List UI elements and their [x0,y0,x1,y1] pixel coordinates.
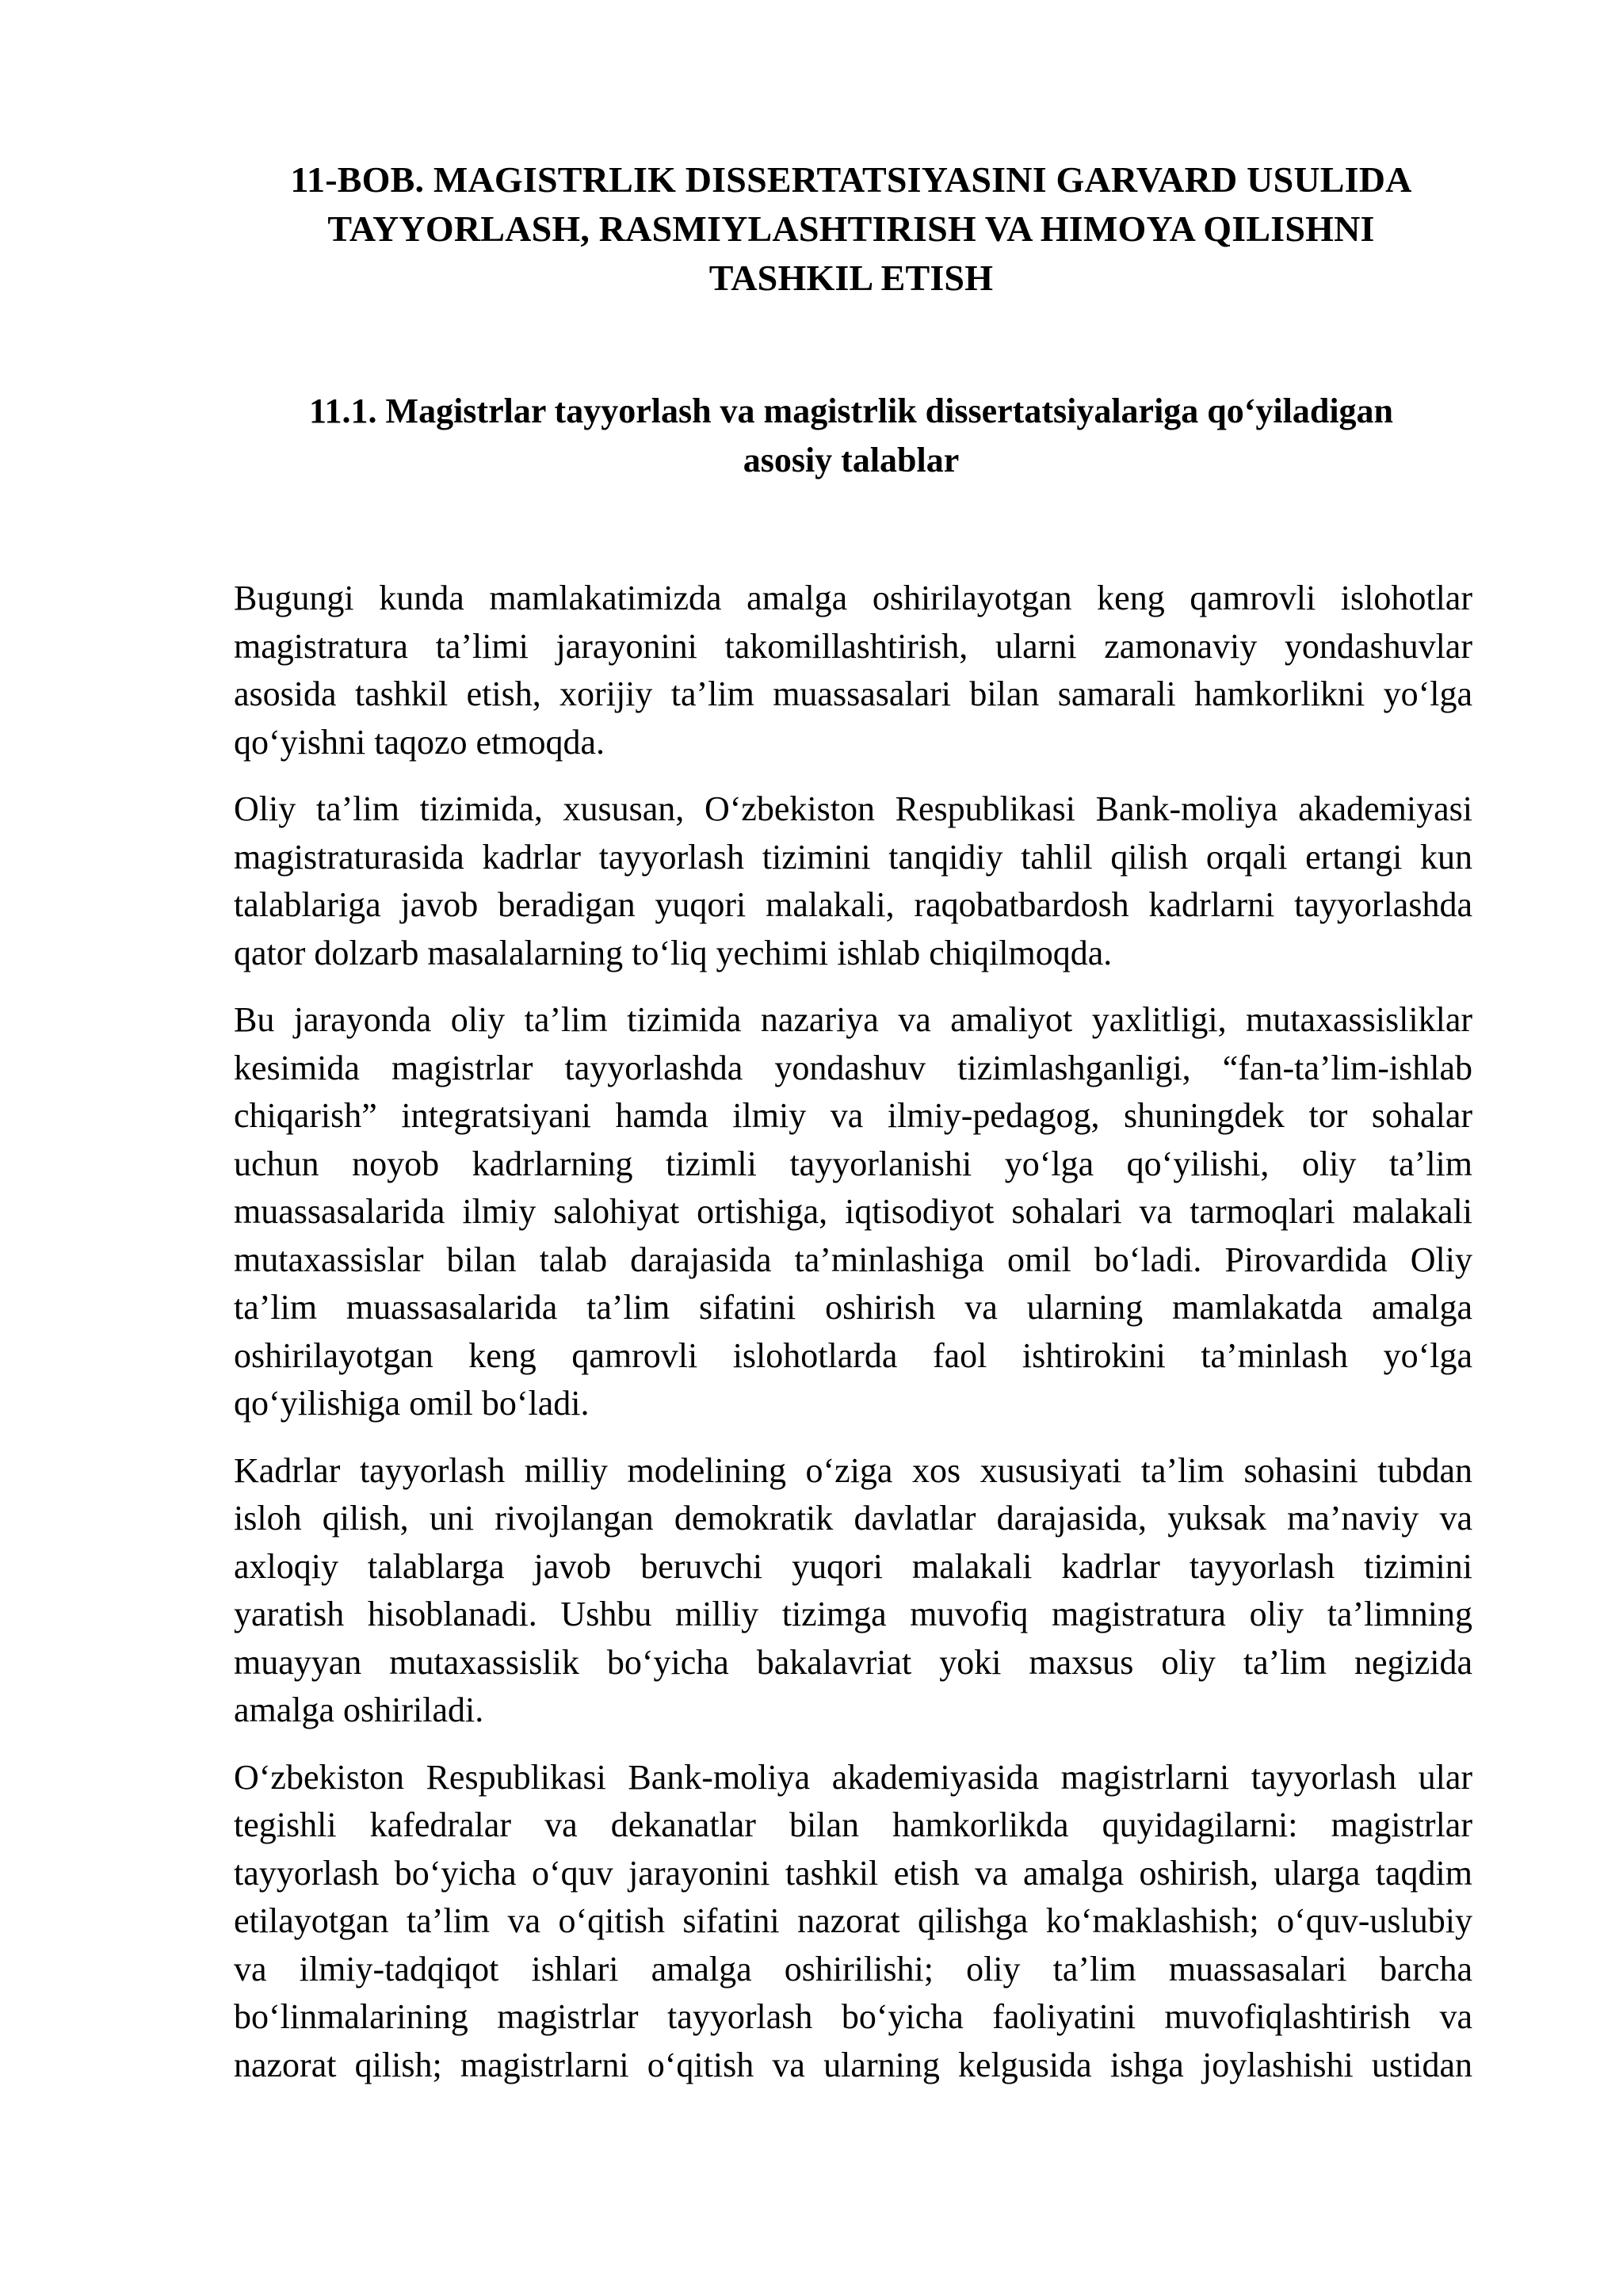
section-title [230,387,1472,485]
text-line: yaratish hisoblanadi. Ushbu milliy tizimga muvofiq magistratura oliy ta’limning [234,1595,1472,1633]
paragraph-5 [234,1754,1472,2090]
text-line: amalga oshiriladi. [234,1690,484,1729]
text-line: muayyan mutaxassislik bo‘yicha bakalavriat yoki maxsus oliy ta’lim negizida [234,1642,1472,1682]
chapter-title [230,155,1472,303]
section-title-line: 11.1. Magistrlar tayyorlash va magistrlik dissertatsiyalariga qo‘yiladigan [308,392,1394,430]
chapter-title-line: 11-BOB. MAGISTRLIK DISSERTATSIYASINI GARVARD USULIDA [290,159,1412,200]
text-line: uchun noyob kadrlarning tizimli tayyorlanishi yo‘lga qo‘yilishi, oliy ta’lim [234,1144,1472,1183]
text-line: bo‘linmalarining magistrlar tayyorlash bo‘yicha faoliyatini muvofiqlashtirish va [234,1997,1472,2036]
text-line: magistraturasida kadrlar tayyorlash tizimini tanqidiy tahlil qilish orqali ertangi kun [234,837,1472,877]
chapter-title-line: TASHKIL ETISH [708,258,994,298]
text-line: mutaxassislar bilan talab darajasida ta’minlashiga omil bo‘ladi. Pirovardida Oliy [234,1240,1472,1279]
text-line: asosida tashkil etish, xorijiy ta’lim muassasalari bilan samarali hamkorlikni yo‘lga [234,674,1472,713]
text-line: Oliy ta’lim tizimida, xususan, O‘zbekiston Respublikasi Bank-moliya akademiyasi [234,789,1472,828]
text-line: Bu jarayonda oliy ta’lim tizimida nazariya va amaliyot yaxlitligi, mutaxassisliklar [234,1000,1472,1039]
text-line: muassasalarida ilmiy salohiyat ortishiga, iqtisodiyot sohalari va tarmoqlari malakali [234,1192,1472,1231]
text-line: ta’lim muassasalarida ta’lim sifatini oshirish va ularning mamlakatda amalga [234,1288,1472,1327]
text-line: isloh qilish, uni rivojlangan demokratik davlatlar darajasida, yuksak ma’naviy va [234,1499,1472,1538]
text-line: va ilmiy-tadqiqot ishlari amalga oshirilishi; oliy ta’lim muassasalari barcha [234,1949,1472,1988]
text-line: tayyorlash bo‘yicha o‘quv jarayonini tashkil etish va amalga oshirish, ularga taqdim [234,1853,1472,1893]
text-line: qator dolzarb masalalarning to‘liq yechimi ishlab chiqilmoqda. [234,933,1113,972]
text-line: Bugungi kunda mamlakatimizda amalga oshirilayotgan keng qamrovli islohotlar [234,579,1472,617]
text-line: kesimida magistrlar tayyorlashda yondashuv tizimlashganligi, “fan-ta’lim-ishlab [234,1048,1472,1087]
paragraph-1 [234,575,1472,766]
text-line: axloqiy talablarga javob beruvchi yuqori malakali kadrlar tayyorlash tizimini [234,1546,1472,1586]
paragraph-4 [234,1447,1472,1735]
text-line: nazorat qilish; magistrlarni o‘qitish va ularning kelgusida ishga joylashishi ustidan [234,2045,1472,2084]
section-title-line: asosiy talablar [743,441,960,479]
text-line: O‘zbekiston Respublikasi Bank-moliya akademiyasida magistrlarni tayyorlash ular [234,1757,1472,1797]
text-line: chiqarish” integratsiyani hamda ilmiy va ilmiy-pedagog, shuningdek tor sohalar [234,1096,1472,1135]
paragraph-2 [234,785,1472,977]
text-line: magistratura ta’limi jarayonini takomillashtirish, ularni zamonaviy yondashuvlar [234,626,1472,666]
text-line: qo‘yishni taqozo etmoqda. [234,722,605,762]
chapter-title-line: TAYYORLASH, RASMIYLASHTIRISH VA HIMOYA QILISHNI [327,208,1375,249]
text-line: talablariga javob beradigan yuqori malakali, raqobatbardosh kadrlarni tayyorlashda [234,885,1472,924]
text-line: etilayotgan ta’lim va o‘qitish sifatini nazorat qilishga ko‘maklashish; o‘quv-uslubiy [234,1901,1472,1940]
paragraph-3 [234,996,1472,1428]
body-text [234,575,1472,2108]
text-line: Kadrlar tayyorlash milliy modelining o‘ziga xos xususiyati ta’lim sohasini tubdan [234,1450,1472,1490]
text-line: tegishli kafedralar va dekanatlar bilan hamkorlikda quyidagilarni: magistrlar [234,1805,1472,1844]
text-line: qo‘yilishiga omil bo‘ladi. [234,1384,590,1423]
text-line: oshirilayotgan keng qamrovli islohotlarda faol ishtirokini ta’minlash yo‘lga [234,1335,1472,1375]
